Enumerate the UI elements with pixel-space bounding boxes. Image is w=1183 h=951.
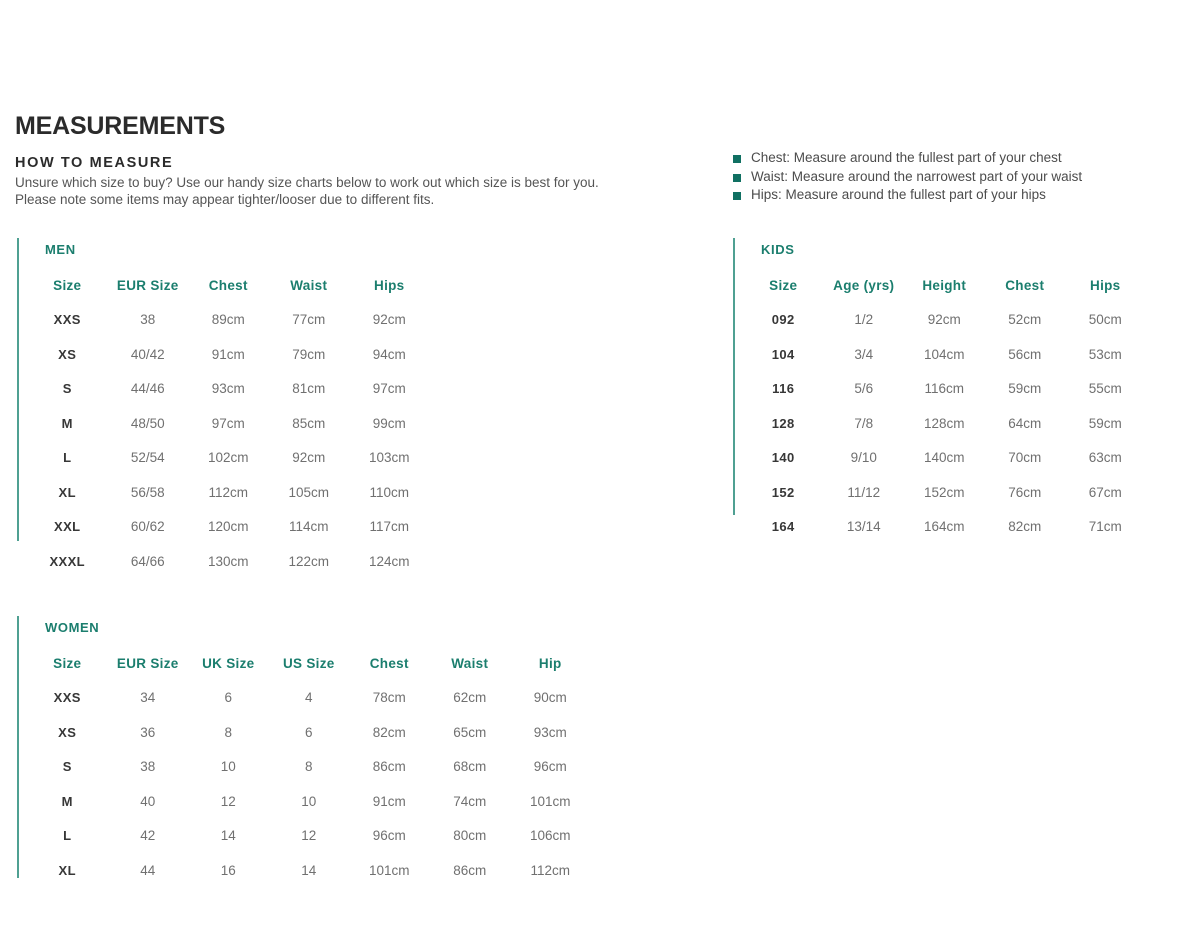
measurement-value: 10	[220, 759, 236, 775]
men-table-label: MEN	[45, 242, 76, 257]
measurement-value: 11/12	[847, 484, 881, 500]
tip-text: Chest: Measure around the fullest part of your chest	[751, 150, 1062, 165]
measurement-value: 152cm	[923, 484, 965, 500]
bullet-square-icon	[733, 192, 741, 200]
intro-line-1: Unsure which size to buy? Use our handy size charts below to work out which size is best for you.	[15, 175, 599, 190]
measurement-value: 86cm	[453, 862, 487, 878]
measurement-value: 60/62	[130, 519, 165, 535]
women-table-label: WOMEN	[45, 620, 100, 635]
measurement-value: 117cm	[369, 519, 410, 535]
measurement-value: 56/58	[130, 484, 165, 500]
tip-waist	[733, 170, 1082, 184]
size-label: XS	[58, 346, 77, 362]
table-row	[27, 784, 591, 819]
men-size-table-section	[17, 238, 430, 579]
measurement-value: 92cm	[292, 450, 326, 466]
size-label: XXS	[53, 312, 81, 328]
measurement-value: 110cm	[369, 484, 410, 500]
column-header: Chest	[208, 277, 248, 293]
measurement-value: 77cm	[292, 312, 326, 328]
table-row	[27, 750, 591, 785]
measurement-value: 44/46	[130, 381, 165, 397]
measure-tips-list	[733, 151, 1082, 207]
size-label: 140	[771, 450, 795, 466]
measurement-value: 116cm	[924, 381, 965, 397]
column-header: Size	[769, 277, 798, 293]
measurement-value: 112cm	[208, 484, 249, 500]
measurement-value: 93cm	[211, 381, 245, 397]
measurement-value: 12	[301, 828, 317, 844]
measurement-value: 92cm	[927, 312, 961, 328]
size-label: M	[61, 793, 73, 809]
column-header: Hips	[1090, 277, 1121, 293]
measurement-value: 91cm	[211, 346, 245, 362]
how-to-measure-heading: HOW TO MEASURE	[15, 155, 174, 171]
size-label: XL	[58, 484, 76, 500]
tip-text: Waist: Measure around the narrowest part of your waist	[751, 168, 1083, 184]
column-header: Hip	[538, 655, 562, 671]
size-label: 152	[771, 484, 795, 500]
table-row	[743, 475, 1146, 510]
measurement-value: 34	[140, 690, 156, 706]
measurement-value: 93cm	[533, 724, 567, 740]
table-row	[27, 441, 430, 476]
measurement-value: 79cm	[292, 346, 326, 362]
table-header-row	[27, 268, 430, 303]
measurement-value: 59cm	[1008, 381, 1042, 397]
measurement-value: 122cm	[288, 553, 330, 569]
table-row	[27, 303, 430, 338]
size-label: XXL	[54, 519, 81, 535]
measurement-value: 7/8	[854, 415, 874, 431]
measurement-value: 82cm	[1008, 519, 1042, 535]
size-label: XXXL	[49, 553, 86, 569]
measurement-value: 74cm	[453, 793, 487, 809]
measurement-value: 96cm	[533, 759, 567, 775]
column-header: Chest	[1005, 277, 1045, 293]
kids-table-label: KIDS	[761, 242, 795, 257]
measurement-value: 10	[301, 793, 317, 809]
column-header: Age (yrs)	[833, 277, 895, 293]
measurement-value: 12	[220, 793, 236, 809]
table-header-row	[27, 646, 591, 681]
measurement-value: 71cm	[1088, 519, 1122, 535]
measurement-value: 38	[140, 759, 156, 775]
table-row	[27, 715, 591, 750]
table-row	[27, 510, 430, 545]
measurement-value: 40/42	[130, 346, 165, 362]
measurement-value: 36	[140, 724, 156, 740]
men-size-table	[27, 238, 430, 579]
tip-hips	[733, 188, 1082, 202]
table-row	[27, 372, 430, 407]
intro-text	[15, 175, 599, 208]
table-row	[743, 441, 1146, 476]
measurement-value: 8	[224, 724, 232, 740]
size-label: L	[63, 450, 72, 466]
bullet-square-icon	[733, 155, 741, 163]
measurement-value: 44	[140, 862, 156, 878]
measurement-value: 124cm	[368, 553, 410, 569]
measurement-value: 120cm	[207, 519, 249, 535]
measurement-value: 81cm	[292, 381, 326, 397]
measurement-value: 112cm	[530, 862, 571, 878]
measurement-value: 114cm	[288, 519, 329, 535]
table-row	[743, 303, 1146, 338]
tip-chest	[733, 151, 1082, 165]
size-label: 104	[771, 346, 795, 362]
measurement-value: 6	[304, 724, 313, 740]
size-label: M	[61, 415, 73, 431]
column-header: Size	[53, 277, 82, 293]
size-label: S	[62, 381, 72, 397]
measurement-value: 82cm	[372, 724, 406, 740]
measurement-value: 91cm	[372, 793, 406, 809]
measurement-value: 164cm	[923, 519, 965, 535]
page-title: MEASUREMENTS	[15, 112, 226, 140]
measurement-value: 102cm	[207, 450, 249, 466]
table-row	[27, 475, 430, 510]
measurement-value: 80cm	[453, 828, 487, 844]
measurement-value: 78cm	[372, 690, 406, 706]
measurement-value: 103cm	[368, 450, 410, 466]
measurement-value: 38	[140, 312, 156, 328]
measurement-value: 105cm	[288, 484, 330, 500]
kids-size-table	[743, 238, 1146, 544]
measurement-value: 13/14	[846, 519, 881, 535]
column-header: Chest	[369, 655, 409, 671]
measurement-value: 64cm	[1008, 415, 1042, 431]
measurement-value: 56cm	[1008, 346, 1042, 362]
size-label: XXS	[53, 690, 81, 706]
measurement-value: 85cm	[292, 415, 326, 431]
size-label: L	[63, 828, 72, 844]
table-row	[27, 819, 591, 854]
measurement-value: 70cm	[1008, 450, 1042, 466]
measurement-value: 97cm	[372, 381, 406, 397]
table-row	[743, 372, 1146, 407]
column-header: Hips	[374, 277, 405, 293]
table-row	[27, 853, 591, 888]
measurement-value: 101cm	[529, 793, 571, 809]
measurement-value: 92cm	[372, 312, 406, 328]
measurement-value: 94cm	[372, 346, 406, 362]
table-row	[27, 681, 591, 716]
intro-line-2: Please note some items may appear tighter/looser due to different fits.	[15, 191, 435, 207]
table-header-row	[743, 268, 1146, 303]
measurement-value: 1/2	[854, 312, 874, 328]
measurement-value: 3/4	[854, 346, 874, 362]
column-header: Waist	[451, 655, 489, 671]
measurement-value: 55cm	[1088, 381, 1122, 397]
column-header: EUR Size	[116, 277, 179, 293]
measurement-value: 101cm	[368, 862, 410, 878]
table-row	[743, 510, 1146, 545]
measurement-value: 128cm	[923, 415, 965, 431]
measurement-value: 6	[224, 690, 232, 706]
measurement-value: 59cm	[1088, 415, 1122, 431]
measurement-value: 4	[304, 690, 313, 706]
measurement-value: 130cm	[207, 553, 249, 569]
size-label: 164	[771, 519, 795, 535]
measurement-value: 140cm	[923, 450, 965, 466]
measurement-value: 14	[301, 862, 317, 878]
table-row	[27, 337, 430, 372]
tip-text: Hips: Measure around the fullest part of your hips	[751, 187, 1046, 202]
measurement-value: 62cm	[453, 690, 487, 706]
measurement-value: 50cm	[1088, 312, 1122, 328]
measurement-value: 8	[304, 759, 313, 775]
size-label: 128	[771, 415, 795, 431]
measurement-value: 52cm	[1008, 312, 1042, 328]
column-header: Size	[53, 655, 82, 671]
measurement-value: 53cm	[1088, 346, 1122, 362]
size-label: XS	[58, 724, 77, 740]
measurement-value: 40	[140, 793, 156, 809]
measurement-value: 5/6	[854, 381, 874, 397]
measurement-value: 68cm	[453, 759, 487, 775]
column-header: EUR Size	[116, 655, 179, 671]
measurement-value: 65cm	[453, 724, 487, 740]
measurement-value: 99cm	[372, 415, 406, 431]
measurement-value: 106cm	[529, 828, 571, 844]
measurement-value: 90cm	[533, 690, 567, 706]
measurement-value: 97cm	[211, 415, 245, 431]
measurement-value: 64/66	[130, 553, 165, 569]
column-header: UK Size	[202, 655, 255, 671]
measurement-value: 89cm	[211, 312, 245, 328]
measurement-value: 67cm	[1088, 484, 1122, 500]
measurement-value: 76cm	[1008, 484, 1042, 500]
size-label: 116	[772, 381, 795, 397]
column-header: Waist	[290, 277, 328, 293]
measurement-value: 14	[220, 828, 236, 844]
measurement-value: 52/54	[130, 450, 165, 466]
women-size-table	[27, 616, 591, 888]
table-row	[27, 406, 430, 441]
measurement-value: 63cm	[1088, 450, 1122, 466]
table-row	[743, 406, 1146, 441]
kids-size-table-section	[733, 238, 1146, 544]
women-size-table-section	[17, 616, 591, 888]
table-row	[743, 337, 1146, 372]
measurement-value: 42	[140, 828, 156, 844]
measurement-value: 96cm	[372, 828, 406, 844]
measurement-value: 16	[220, 862, 236, 878]
size-label: XL	[58, 862, 76, 878]
size-label: 092	[771, 312, 795, 328]
measurement-value: 9/10	[850, 450, 877, 466]
measurement-value: 48/50	[130, 415, 165, 431]
column-header: Height	[922, 277, 967, 293]
size-label: S	[62, 759, 72, 775]
measurement-value: 104cm	[923, 346, 965, 362]
bullet-square-icon	[733, 174, 741, 182]
column-header: US Size	[282, 655, 335, 671]
measurement-value: 86cm	[372, 759, 406, 775]
table-row	[27, 544, 430, 579]
